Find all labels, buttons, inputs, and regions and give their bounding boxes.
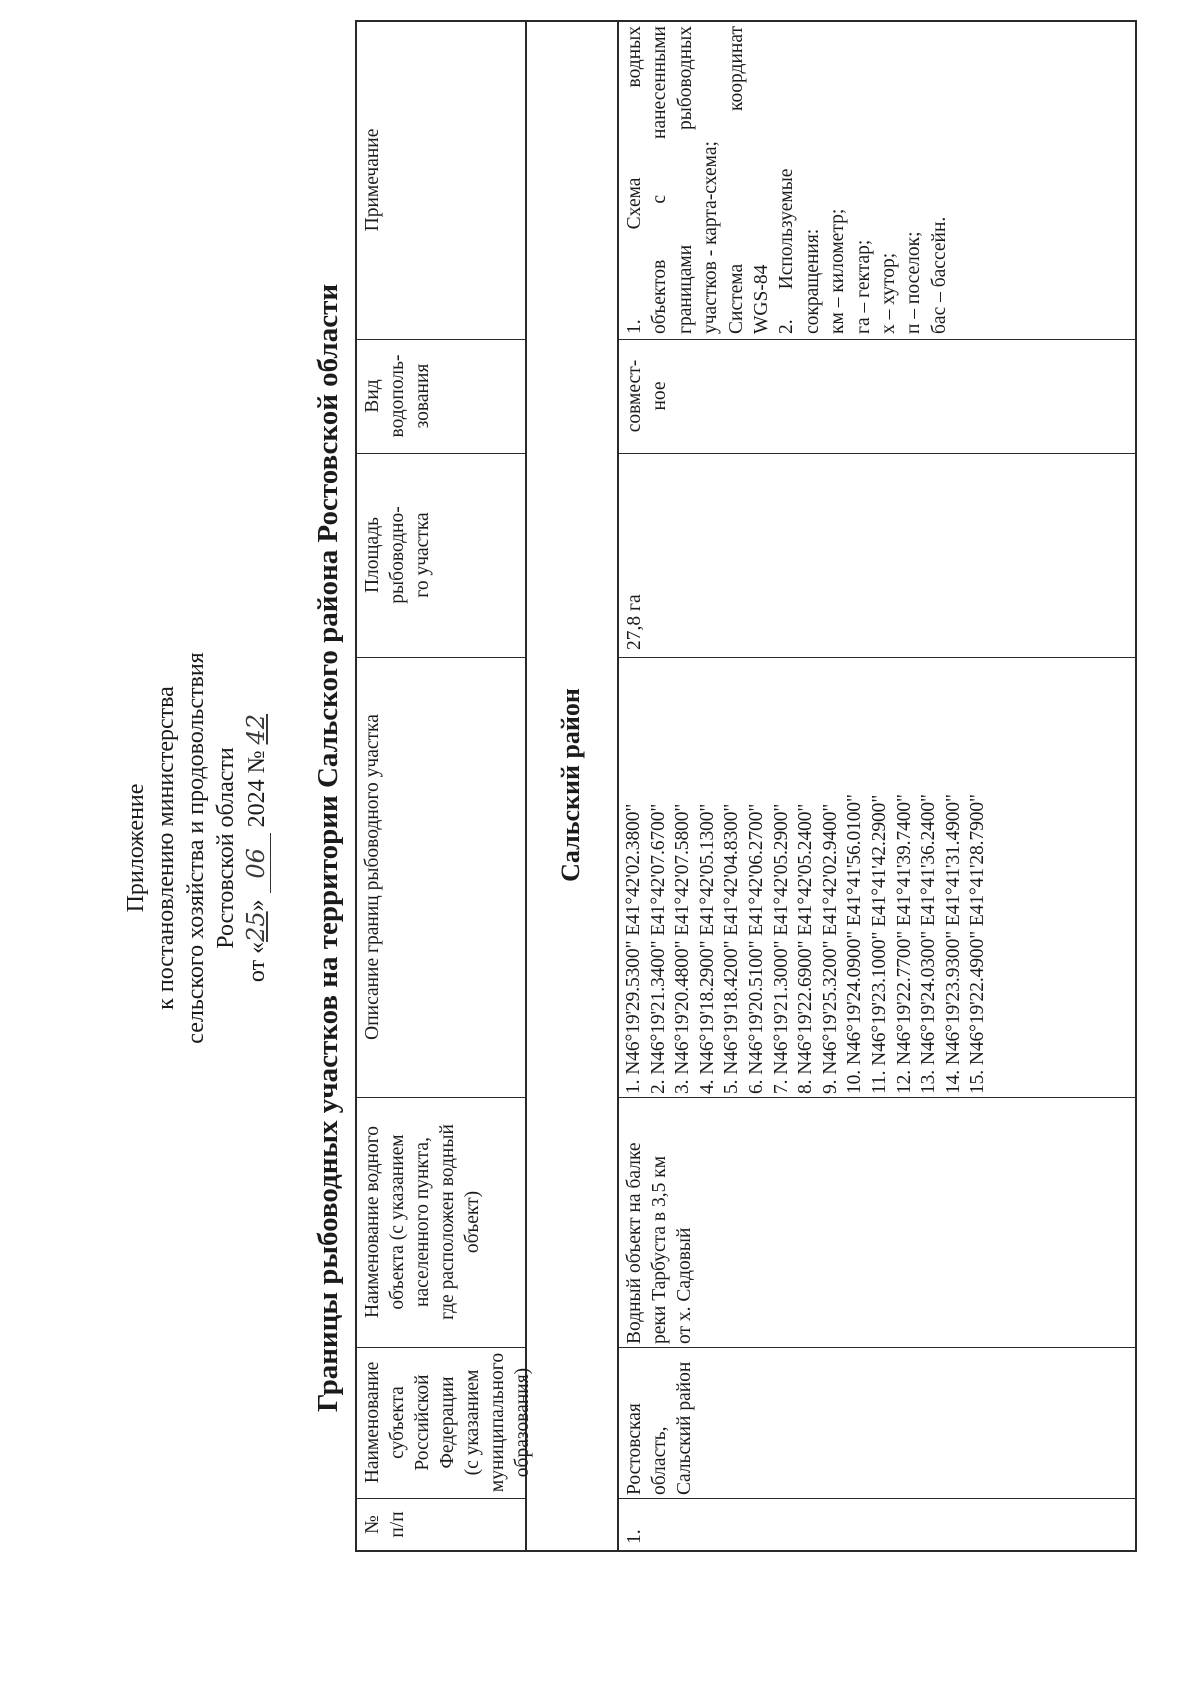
date-month: 06 — [242, 833, 271, 893]
row-subject-line: Сальский район — [674, 1361, 695, 1495]
note-word: рыбоводных — [674, 26, 696, 130]
note-word: Система — [725, 263, 747, 334]
row-object-text: Водный объект на балке — [624, 1142, 645, 1344]
note-word: WGS-84 — [751, 264, 773, 334]
coordinate-point: 3. N46°19'20.4800" E41°42'07.5800" — [672, 803, 694, 1094]
row-subject-line: Ростовская область, — [624, 1403, 670, 1495]
date-prefix: от « — [244, 941, 270, 983]
coordinate-point: 7. N46°19'21.3000" E41°42'05.2900" — [770, 803, 792, 1094]
note-word: координат — [725, 26, 747, 111]
col-header-water-object — [360, 1100, 485, 1344]
col-header-area-line: рыбоводно- — [387, 506, 408, 604]
coordinate-point: 14. N46°19'23.9300" E41°41'31.4900" — [942, 794, 964, 1094]
date-day: 25 — [242, 911, 270, 942]
col-header-subject-line: образования) — [512, 1367, 533, 1478]
note-line — [876, 26, 901, 334]
row-subject — [622, 1349, 697, 1495]
row-water-object — [622, 1100, 697, 1344]
note-line — [749, 26, 774, 334]
coordinate-point: 1. N46°19'29.5300" E41°42'02.3800" — [623, 803, 644, 1094]
note-word: сокращения: — [801, 228, 823, 334]
note-line — [724, 26, 749, 334]
coordinate-point: 11. N46°19'23.1000" E41°41'42.2900" — [868, 794, 890, 1094]
col-header-object-line: объект) — [462, 1190, 483, 1254]
row-coordinates-list — [622, 658, 991, 1094]
note-line — [673, 26, 698, 334]
note-word: участков - карта-схема; — [700, 141, 722, 334]
header-line-1: Приложение — [123, 783, 149, 913]
coordinate-point: 9. N46°19'25.3200" E41°42'02.9400" — [819, 803, 841, 1094]
coordinate-point: 13. N46°19'24.0300" E41°41'36.2400" — [918, 794, 940, 1094]
col-divider-2-body — [617, 1347, 1135, 1348]
date-mid: » — [244, 899, 270, 912]
col-header-object-line: где расположен водный — [437, 1124, 458, 1320]
coordinate-point: 5. N46°19'18.4200" E41°42'04.8300" — [721, 803, 743, 1094]
col-divider-5-body — [617, 453, 1135, 454]
col-header-subject-line: Российской — [412, 1374, 433, 1471]
col-header-note: Примечание — [362, 128, 383, 232]
row-object-line — [622, 1100, 647, 1344]
row-number: 1. — [624, 1529, 645, 1544]
document-title: Границы рыбоводных участков на территории Сальского района Ростовской области — [312, 283, 344, 1413]
coordinate-point: 8. N46°19'22.6900" E41°42'05.2400" — [795, 803, 817, 1094]
coordinate-point: 12. N46°19'22.7700" E41°41'39.7400" — [893, 794, 915, 1094]
col-header-subject-line: муниципального — [487, 1352, 508, 1493]
col-divider-3-head — [355, 1097, 525, 1098]
col-header-object-line: Наименование водного — [362, 1126, 383, 1318]
row-object-line: от х. Садовый — [674, 1227, 695, 1344]
header-line-3: сельского хозяйства и продовольствия — [183, 652, 209, 1044]
note-line — [927, 26, 952, 334]
coordinate-point: 15. N46°19'22.4900" E41°41'28.7900" — [967, 794, 989, 1094]
note-line — [774, 26, 799, 334]
col-header-object-line: объекта (с указанием — [387, 1134, 408, 1310]
col-divider-6-body — [617, 339, 1135, 340]
note-word: нанесенными — [649, 26, 671, 139]
row-use-line: ное — [649, 381, 670, 411]
col-header-subject — [360, 1350, 535, 1495]
col-header-area-line: го участка — [412, 512, 433, 598]
col-divider-4-head — [355, 657, 525, 658]
note-word: км – километр; — [827, 208, 849, 334]
col-divider-6-head — [355, 339, 525, 340]
row-notes — [622, 26, 952, 334]
note-word: Используемые — [776, 168, 798, 290]
note-line — [800, 26, 825, 334]
note-line — [901, 26, 926, 334]
col-header-number — [360, 1501, 410, 1548]
col-divider-3-body — [617, 1097, 1135, 1098]
table-border-bottom — [1135, 20, 1137, 1552]
col-header-subject-line: Федерации — [437, 1376, 458, 1469]
row-use-line: совмест- — [624, 359, 645, 433]
table-border-left — [355, 1550, 1137, 1552]
note-line — [698, 26, 723, 334]
coordinate-point: 10. N46°19'24.0900" E41°41'56.0100" — [844, 794, 866, 1094]
col-header-number-line: № — [362, 1515, 383, 1534]
row-object-line: реки Тарбуста в 3,5 км — [649, 1155, 670, 1344]
note-word: 1. — [624, 319, 645, 334]
note-line — [647, 26, 672, 334]
document-number: 42 — [242, 713, 270, 745]
col-header-area — [360, 456, 435, 654]
row-area: 27,8 га — [624, 594, 645, 650]
col-divider-2-head — [355, 1347, 525, 1348]
col-header-use-line: Вид — [362, 379, 383, 413]
coordinate-point: 4. N46°19'18.2900" E41°42'05.1300" — [696, 803, 718, 1094]
note-line — [851, 26, 876, 334]
col-header-use-line: водополь- — [387, 354, 408, 438]
coordinate-point: 2. N46°19'21.3400" E41°42'07.6700" — [647, 803, 669, 1094]
row-use-type — [622, 342, 672, 450]
header-line-4: Ростовской области — [213, 747, 239, 949]
coordinate-point: 6. N46°19'20.5100" E41°42'06.2700" — [745, 803, 767, 1094]
col-header-use-line: зования — [412, 363, 433, 429]
date-year-no: 2024 № — [244, 750, 270, 828]
district-row-label: Сальский район — [556, 688, 585, 882]
col-header-subject-line: субъекта — [387, 1386, 408, 1459]
note-word: водных — [624, 26, 645, 88]
col-header-boundaries: Описание границ рыбоводного участка — [362, 714, 383, 1040]
note-line — [622, 26, 647, 334]
note-word: с — [649, 194, 671, 204]
table-border-right — [355, 20, 1137, 22]
col-divider-1-body — [617, 1498, 1135, 1499]
table-border-top — [355, 20, 357, 1552]
col-divider-5-head — [355, 453, 525, 454]
col-header-subject-line: (с указанием — [462, 1369, 483, 1476]
col-divider-1-head — [355, 1498, 525, 1499]
header-line-2: к постановлению министерства — [153, 686, 179, 1010]
note-word: х – хутор; — [878, 252, 900, 334]
district-row-divider — [617, 20, 619, 1552]
note-line — [825, 26, 850, 334]
note-word: га – гектар; — [852, 239, 874, 334]
col-header-number-line: п/п — [387, 1511, 408, 1538]
note-word: объектов — [649, 259, 671, 334]
col-header-area-line: Площадь — [362, 516, 383, 594]
col-header-object-line: населенного пункта, — [412, 1137, 433, 1307]
note-word: границами — [674, 244, 696, 334]
col-header-use-type — [360, 342, 435, 450]
col-header-subject-line: Наименование — [362, 1361, 383, 1484]
note-word: бас – бассейн. — [928, 216, 950, 334]
note-word: 2. — [776, 319, 798, 334]
note-word: Схема — [624, 177, 645, 230]
note-word: п – поселок; — [903, 231, 925, 334]
header-row-divider — [525, 20, 527, 1552]
